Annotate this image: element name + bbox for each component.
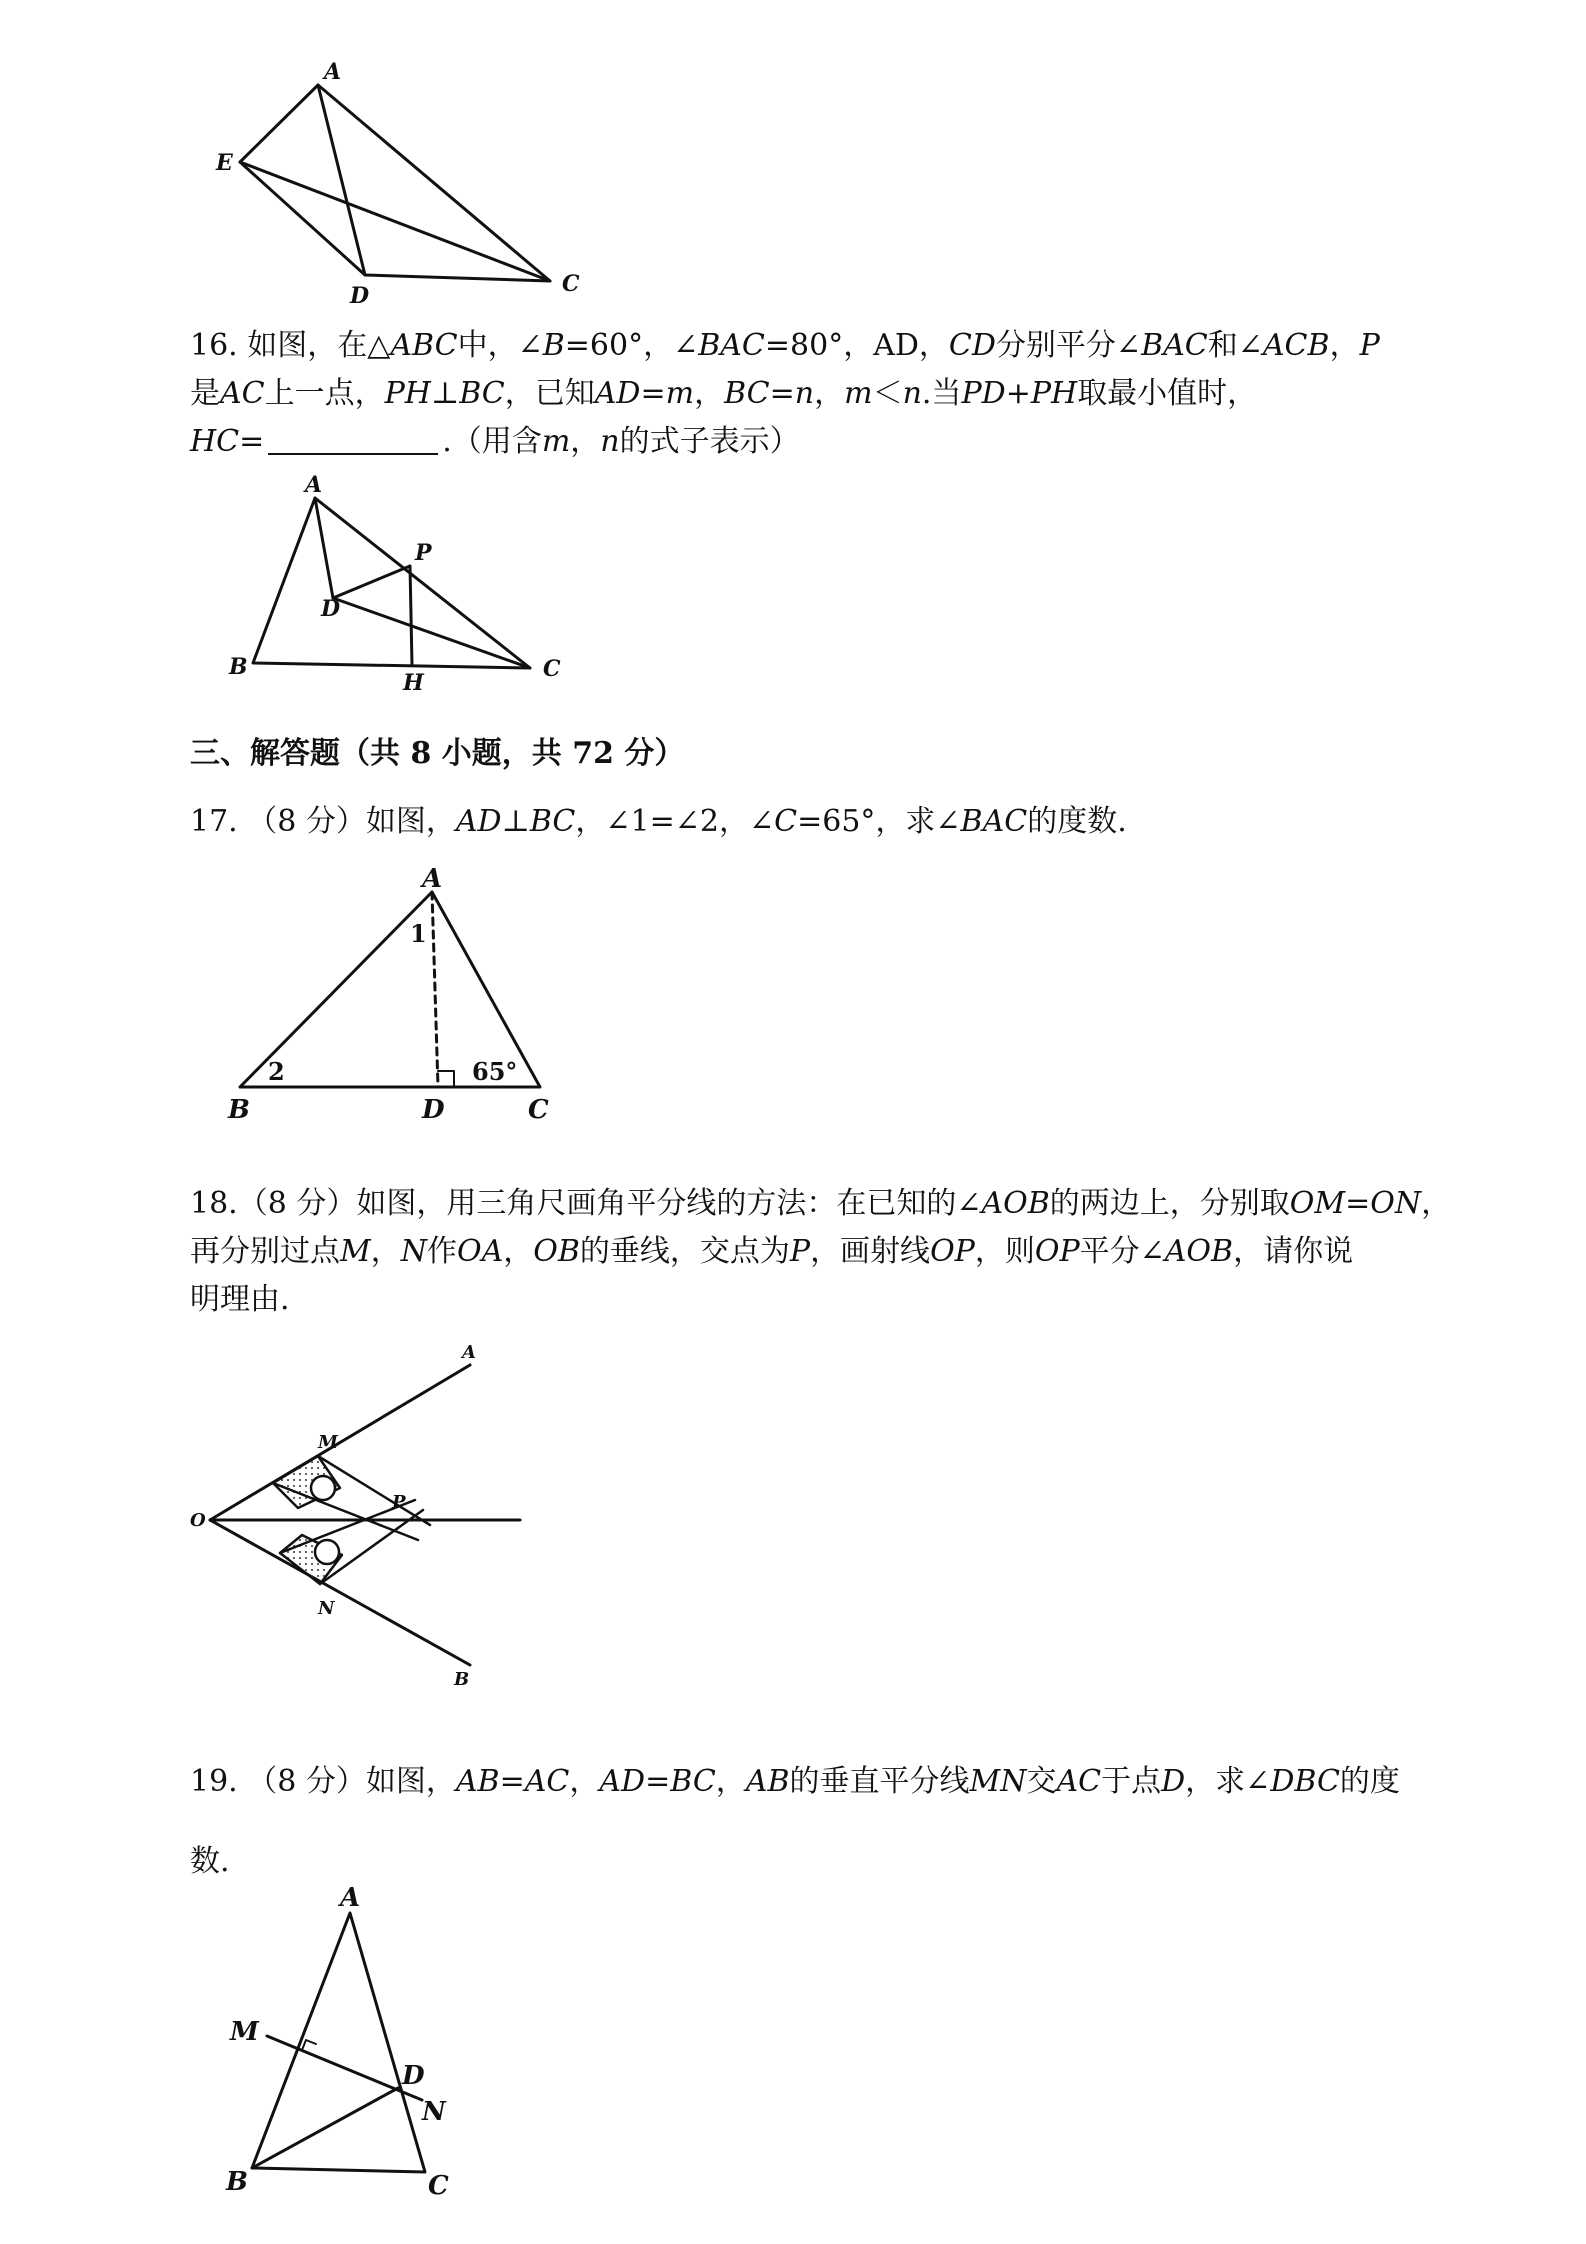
- fig17-angle-65: 65°: [472, 1057, 518, 1086]
- fig15-label-a: A: [324, 59, 342, 85]
- fig16-label-h: H: [403, 670, 424, 696]
- fig19-triangle-abc: [252, 1913, 425, 2172]
- section-3-title: 三、解答题（共 8 小题，共 72 分）: [190, 736, 685, 771]
- fig16-line-ad: [315, 498, 333, 598]
- fig16-label-b: B: [229, 654, 248, 680]
- fig16-label-p: P: [415, 540, 432, 566]
- answer-blank[interactable]: [268, 423, 438, 455]
- fig15-outline: [240, 85, 550, 281]
- fig18-ray-oa: [210, 1365, 470, 1520]
- figure-19-svg: [222, 1883, 482, 2208]
- fig19-label-a: A: [340, 1883, 361, 1913]
- figure-17: [222, 862, 582, 1125]
- question-16-line-1: 16. 如图，在△ABC中，∠B=60°，∠BAC=80°，AD，CD分别平分∠BAC和∠ACB，P: [190, 328, 1380, 363]
- fig17-label-a: A: [422, 864, 443, 894]
- question-16-line-3: HC= .（用含m，n的式子表示）: [190, 424, 800, 459]
- figure-16-svg: [225, 472, 585, 698]
- fig16-line-ph: [410, 566, 412, 665]
- figure-15-svg: [200, 55, 600, 309]
- question-number: 18.: [190, 1186, 238, 1221]
- fig15-line-ec: [240, 162, 550, 281]
- fig19-label-c: C: [428, 2171, 449, 2201]
- figure-16: [225, 472, 585, 698]
- fig19-label-b: B: [226, 2167, 248, 2197]
- figure-17-svg: [222, 862, 582, 1125]
- fig18-label-p: P: [392, 1492, 406, 1513]
- fig18-hole-lower: [315, 1540, 339, 1564]
- fig18-label-n: N: [318, 1598, 335, 1619]
- fig18-ray-ob: [210, 1520, 470, 1665]
- fig15-label-d: D: [350, 283, 370, 309]
- question-18-line-1: 18.（8 分）如图，用三角尺画角平分线的方法：在已知的∠AOB的两边上，分别取OM=ON，: [190, 1186, 1452, 1221]
- figure-15: [200, 55, 600, 309]
- fig16-line-dp: [333, 566, 410, 598]
- question-16-line-2: 是AC上一点，PH⊥BC，已知AD=m，BC=n，m＜n.当PD+PH取最小值时，: [190, 376, 1258, 411]
- fig16-label-c: C: [543, 656, 561, 682]
- fig19-label-d: D: [402, 2061, 425, 2091]
- question-18-line-3: 明理由.: [190, 1282, 290, 1317]
- fig17-angle-1: 1: [410, 919, 427, 948]
- fig16-label-d: D: [321, 596, 341, 622]
- fig18-label-b: B: [454, 1669, 470, 1690]
- fig17-line-ad: [432, 892, 438, 1087]
- fig17-label-b: B: [228, 1095, 250, 1125]
- fig18-label-o: O: [190, 1510, 206, 1531]
- fig19-right-angle-mark: [302, 2040, 316, 2050]
- fig17-label-c: C: [528, 1095, 549, 1125]
- question-17: 17. （8 分）如图，AD⊥BC，∠1=∠2，∠C=65°，求∠BAC的度数.: [190, 804, 1127, 839]
- fig16-label-a: A: [305, 472, 323, 498]
- fig16-line-dc: [333, 598, 530, 668]
- question-19-line-2: 数.: [190, 1844, 230, 1879]
- figure-18-svg: [190, 1340, 550, 1690]
- question-number: 16.: [190, 328, 238, 363]
- figure-18: [190, 1340, 550, 1690]
- fig19-line-bd: [252, 2088, 398, 2168]
- fig17-right-angle-mark: [438, 1071, 454, 1087]
- fig16-triangle-abc: [253, 498, 530, 668]
- question-number: 17.: [190, 804, 238, 839]
- fig17-label-d: D: [422, 1095, 445, 1125]
- fig18-label-a: A: [462, 1342, 476, 1363]
- fig15-line-ad: [318, 85, 365, 275]
- question-19-line-1: 19. （8 分）如图，AB=AC，AD=BC，AB的垂直平分线MN交AC于点D，求∠DBC的度: [190, 1764, 1400, 1799]
- fig15-label-c: C: [562, 271, 580, 297]
- figure-19: [222, 1883, 482, 2208]
- fig18-hole-upper: [311, 1476, 335, 1500]
- fig18-label-m: M: [318, 1432, 338, 1453]
- question-18-line-2: 再分别过点M，N作OA，OB的垂线，交点为P，画射线OP，则OP平分∠AOB，请你说: [190, 1234, 1354, 1269]
- fig19-label-n: N: [422, 2097, 446, 2127]
- fig15-label-e: E: [216, 150, 233, 176]
- fig17-angle-2: 2: [268, 1057, 285, 1086]
- question-number: 19.: [190, 1764, 238, 1799]
- fig19-label-m: M: [230, 2017, 259, 2047]
